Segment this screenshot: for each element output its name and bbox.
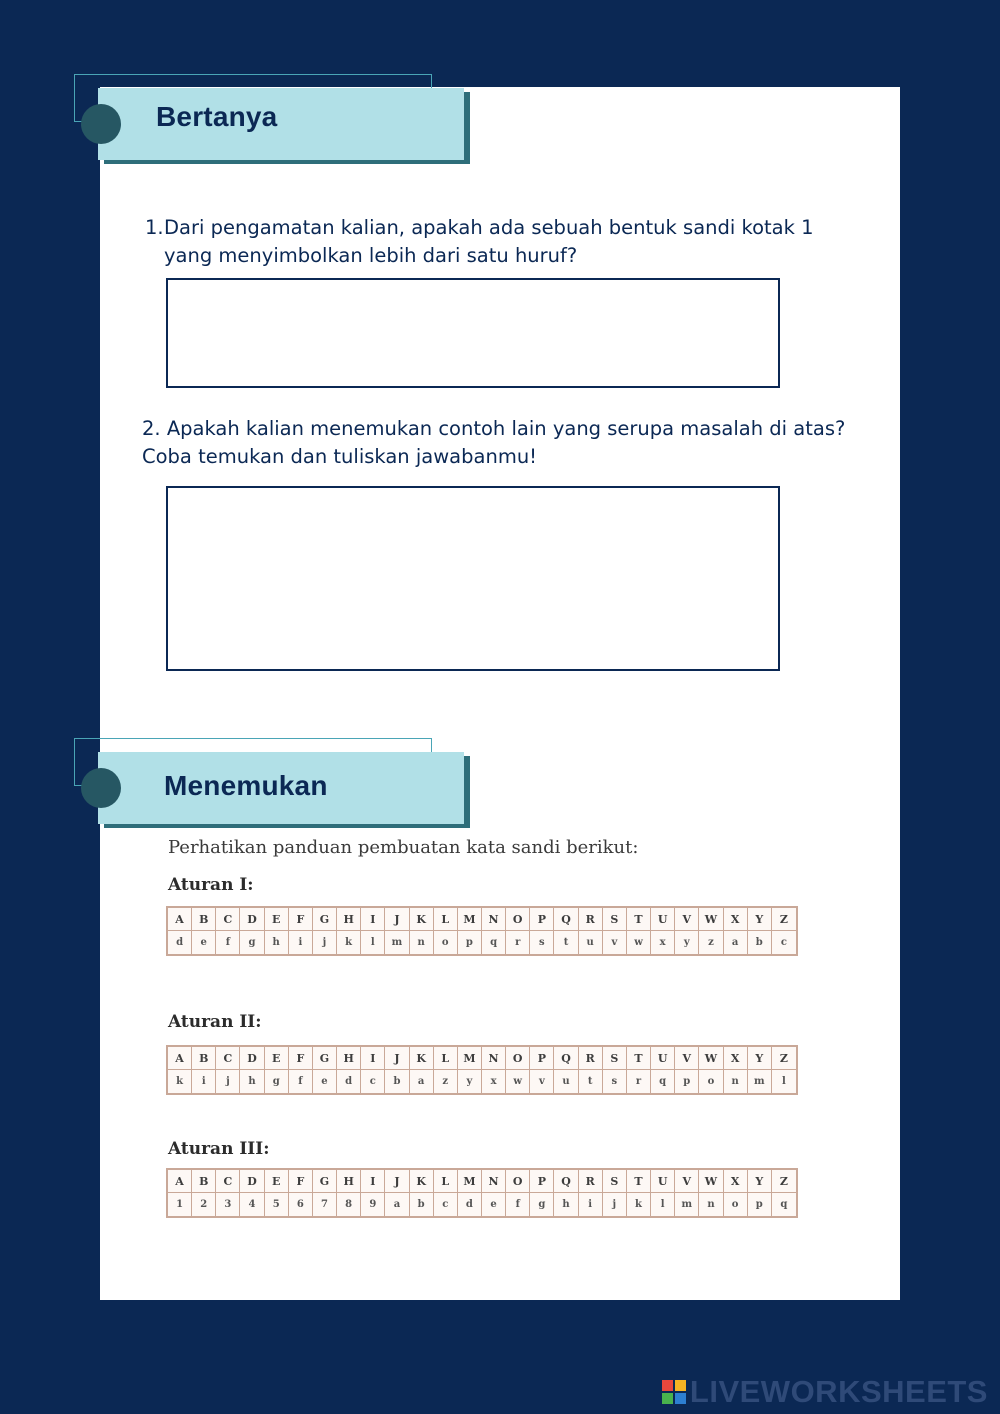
cipher-cell-bottom: c bbox=[434, 1193, 458, 1216]
cipher-cell-bottom: 5 bbox=[265, 1193, 289, 1216]
cipher-cell-top: S bbox=[603, 1047, 627, 1070]
cipher-cell-bottom: g bbox=[265, 1070, 289, 1093]
cipher-cell-bottom: m bbox=[675, 1193, 699, 1216]
cipher-cell-top: A bbox=[168, 1170, 192, 1193]
question-1 bbox=[145, 214, 865, 270]
cipher-cell-top: E bbox=[265, 1047, 289, 1070]
cipher-cell-bottom: n bbox=[724, 1070, 748, 1093]
cipher-cell-top: I bbox=[361, 1170, 385, 1193]
cipher-cell-top: M bbox=[458, 908, 482, 931]
cipher-cell-top: H bbox=[337, 1170, 361, 1193]
cipher-cell-top: J bbox=[385, 1047, 409, 1070]
logo-square bbox=[662, 1393, 673, 1404]
cipher-cell-bottom: p bbox=[675, 1070, 699, 1093]
cipher-cell-top: U bbox=[651, 1047, 675, 1070]
cipher-cell-top: T bbox=[627, 1170, 651, 1193]
cipher-cell-top: D bbox=[240, 1047, 264, 1070]
cipher-cell-top: G bbox=[313, 1170, 337, 1193]
cipher-cell-top: J bbox=[385, 908, 409, 931]
logo-square bbox=[662, 1380, 673, 1391]
cipher-cell-bottom: s bbox=[530, 931, 554, 954]
cipher-cell-top: I bbox=[361, 1047, 385, 1070]
cipher-cell-top: O bbox=[506, 908, 530, 931]
question-1-number: 1. bbox=[145, 216, 164, 239]
cipher-cell-bottom: x bbox=[651, 931, 675, 954]
cipher-cell-top: X bbox=[724, 1170, 748, 1193]
cipher-cell-top: Z bbox=[772, 1170, 796, 1193]
cipher-cell-top: M bbox=[458, 1047, 482, 1070]
cipher-cell-bottom: q bbox=[780, 1199, 788, 1210]
section-title-find: Menemukan bbox=[164, 770, 328, 801]
cipher-cell-bottom: j bbox=[313, 931, 337, 954]
cipher-cell-top: F bbox=[289, 1170, 313, 1193]
cipher-cell-bottom: a bbox=[385, 1193, 409, 1216]
cipher-cell-bottom: 4 bbox=[240, 1193, 264, 1216]
cipher-cell-top: W bbox=[699, 1047, 723, 1070]
cipher-cell-bottom: s bbox=[603, 1070, 627, 1093]
cipher-cell-bottom: k bbox=[168, 1070, 192, 1093]
cipher-cell-bottom: n bbox=[410, 931, 434, 954]
cipher-table-rule-3 bbox=[166, 1168, 798, 1218]
cipher-cell-bottom: d bbox=[168, 931, 192, 954]
cipher-cell-top: O bbox=[506, 1170, 530, 1193]
question-2 bbox=[142, 415, 862, 471]
cipher-cell-bottom: c bbox=[780, 937, 787, 948]
cipher-cell-bottom: a bbox=[410, 1070, 434, 1093]
cipher-cell-bottom: u bbox=[554, 1070, 578, 1093]
answer-box-1[interactable] bbox=[166, 278, 780, 388]
cipher-cell-bottom: j bbox=[603, 1193, 627, 1216]
logo-icon bbox=[662, 1380, 686, 1404]
liveworksheets-logo bbox=[662, 1376, 988, 1408]
cipher-cell-top: K bbox=[410, 908, 434, 931]
cipher-cell-bottom: 6 bbox=[289, 1193, 313, 1216]
cipher-cell-top: R bbox=[579, 1047, 603, 1070]
cipher-cell-top: S bbox=[603, 1170, 627, 1193]
cipher-cell-top: F bbox=[289, 908, 313, 931]
cipher-cell-top: S bbox=[603, 908, 627, 931]
cipher-cell-bottom: n bbox=[699, 1193, 723, 1216]
cipher-cell-bottom: q bbox=[651, 1070, 675, 1093]
cipher-cell-bottom: k bbox=[627, 1193, 651, 1216]
cipher-cell-top: L bbox=[434, 1047, 458, 1070]
question-2-number: 2. bbox=[142, 417, 161, 440]
cipher-cell-bottom: j bbox=[216, 1070, 240, 1093]
cipher-cell-top: E bbox=[265, 1170, 289, 1193]
cipher-cell-top: B bbox=[192, 1170, 216, 1193]
cipher-cell-bottom: 3 bbox=[216, 1193, 240, 1216]
cipher-cell-top: U bbox=[651, 908, 675, 931]
cipher-cell-bottom: l bbox=[651, 1193, 675, 1216]
cipher-cell-top: O bbox=[506, 1047, 530, 1070]
cipher-cell-bottom: f bbox=[506, 1193, 530, 1216]
cipher-cell-top: G bbox=[313, 1047, 337, 1070]
cipher-cell-top: Y bbox=[748, 1170, 772, 1193]
cipher-cell-bottom: r bbox=[627, 1070, 651, 1093]
cipher-cell-bottom: v bbox=[530, 1070, 554, 1093]
cipher-cell-bottom: f bbox=[289, 1070, 313, 1093]
cipher-cell-top: L bbox=[434, 1170, 458, 1193]
cipher-cell-top: V bbox=[675, 1047, 699, 1070]
cipher-cell-top: Q bbox=[554, 1170, 578, 1193]
cipher-cell-bottom: i bbox=[579, 1193, 603, 1216]
cipher-cell-bottom: a bbox=[724, 931, 748, 954]
cipher-cell-bottom: g bbox=[530, 1193, 554, 1216]
cipher-cell-top: C bbox=[216, 1047, 240, 1070]
cipher-cell-top: N bbox=[482, 908, 506, 931]
cipher-cell-top: R bbox=[579, 1170, 603, 1193]
cipher-cell-bottom: t bbox=[554, 931, 578, 954]
cipher-cell-top: H bbox=[337, 1047, 361, 1070]
cipher-cell-bottom: d bbox=[458, 1193, 482, 1216]
cipher-cell-top: E bbox=[265, 908, 289, 931]
rule-1-title: Aturan I: bbox=[168, 875, 254, 895]
cipher-cell-bottom: v bbox=[603, 931, 627, 954]
section-banner-ask bbox=[98, 88, 464, 160]
cipher-cell-top: W bbox=[699, 908, 723, 931]
cipher-cell-top: Z bbox=[772, 908, 796, 931]
cipher-cell-bottom: b bbox=[385, 1070, 409, 1093]
cipher-cell-bottom: 8 bbox=[337, 1193, 361, 1216]
cipher-cell-top: X bbox=[724, 1047, 748, 1070]
cipher-table-rule-2 bbox=[166, 1045, 798, 1095]
cipher-cell-top: Z bbox=[772, 1047, 796, 1070]
cipher-cell-top: X bbox=[724, 908, 748, 931]
cipher-cell-bottom: f bbox=[216, 931, 240, 954]
cipher-cell-top: K bbox=[410, 1170, 434, 1193]
cipher-cell-top: I bbox=[361, 908, 385, 931]
cipher-cell-top: G bbox=[313, 908, 337, 931]
cipher-cell-top: P bbox=[530, 1047, 554, 1070]
question-1-text: Dari pengamatan kalian, apakah ada sebuah bentuk sandi kotak 1 yang menyimbolkan lebih dari satu huruf? bbox=[164, 216, 814, 267]
cipher-cell-bottom: o bbox=[724, 1193, 748, 1216]
cipher-cell-bottom: r bbox=[506, 931, 530, 954]
cipher-cell-bottom: h bbox=[554, 1193, 578, 1216]
cipher-cell-bottom: 2 bbox=[192, 1193, 216, 1216]
cipher-cell-bottom: t bbox=[579, 1070, 603, 1093]
cipher-cell-top: U bbox=[651, 1170, 675, 1193]
cipher-cell-top: P bbox=[530, 908, 554, 931]
cipher-cell-bottom: e bbox=[313, 1070, 337, 1093]
cipher-cell-top: D bbox=[240, 908, 264, 931]
rule-2-title: Aturan II: bbox=[168, 1012, 262, 1032]
cipher-cell-top: C bbox=[216, 1170, 240, 1193]
cipher-cell-bottom: h bbox=[265, 931, 289, 954]
cipher-cell-bottom: 1 bbox=[168, 1193, 192, 1216]
cipher-cell-bottom: d bbox=[337, 1070, 361, 1093]
cipher-cell-bottom: m bbox=[748, 1070, 772, 1093]
logo-text: LIVEWORKSHEETS bbox=[689, 1374, 988, 1409]
cipher-cell-top: W bbox=[699, 1170, 723, 1193]
banner-dot-ask bbox=[81, 104, 121, 144]
logo-square bbox=[675, 1380, 686, 1391]
banner-dot-find bbox=[81, 768, 121, 808]
cipher-cell-bottom: w bbox=[506, 1070, 530, 1093]
cipher-cell-bottom: c bbox=[361, 1070, 385, 1093]
cipher-cell-top: N bbox=[482, 1047, 506, 1070]
cipher-cell-top: V bbox=[675, 1170, 699, 1193]
cipher-cell-top: N bbox=[482, 1170, 506, 1193]
cipher-cell-top: M bbox=[458, 1170, 482, 1193]
cipher-cell-bottom: e bbox=[482, 1193, 506, 1216]
cipher-cell-bottom: b bbox=[748, 931, 772, 954]
cipher-cell-top: Q bbox=[554, 1047, 578, 1070]
cipher-cell-bottom: e bbox=[192, 931, 216, 954]
cipher-cell-bottom: l bbox=[782, 1076, 786, 1087]
answer-box-2[interactable] bbox=[166, 486, 780, 671]
cipher-cell-bottom: l bbox=[361, 931, 385, 954]
cipher-cell-top: A bbox=[168, 908, 192, 931]
guide-intro: Perhatikan panduan pembuatan kata sandi berikut: bbox=[168, 837, 639, 858]
cipher-cell-bottom: q bbox=[482, 931, 506, 954]
logo-square bbox=[675, 1393, 686, 1404]
cipher-cell-top: A bbox=[168, 1047, 192, 1070]
cipher-cell-bottom: p bbox=[748, 1193, 772, 1216]
cipher-cell-top: B bbox=[192, 1047, 216, 1070]
cipher-cell-bottom: i bbox=[289, 931, 313, 954]
cipher-cell-top: T bbox=[627, 908, 651, 931]
cipher-cell-top: H bbox=[337, 908, 361, 931]
cipher-cell-top: T bbox=[627, 1047, 651, 1070]
cipher-cell-bottom: z bbox=[699, 931, 723, 954]
cipher-cell-top: Y bbox=[748, 1047, 772, 1070]
cipher-cell-bottom: 9 bbox=[361, 1193, 385, 1216]
cipher-cell-top: R bbox=[579, 908, 603, 931]
cipher-cell-bottom: o bbox=[699, 1070, 723, 1093]
cipher-cell-bottom: x bbox=[482, 1070, 506, 1093]
cipher-cell-bottom: z bbox=[434, 1070, 458, 1093]
question-2-text: Apakah kalian menemukan contoh lain yang serupa masalah di atas? Coba temukan dan tuliskan jawabanmu! bbox=[142, 417, 846, 468]
rule-3-title: Aturan III: bbox=[168, 1139, 270, 1159]
cipher-cell-bottom: y bbox=[458, 1070, 482, 1093]
cipher-cell-top: F bbox=[289, 1047, 313, 1070]
cipher-cell-bottom: g bbox=[240, 931, 264, 954]
cipher-cell-top: Q bbox=[554, 908, 578, 931]
cipher-cell-bottom: o bbox=[434, 931, 458, 954]
cipher-cell-top: L bbox=[434, 908, 458, 931]
cipher-cell-top: J bbox=[385, 1170, 409, 1193]
cipher-cell-bottom: w bbox=[627, 931, 651, 954]
cipher-cell-bottom: m bbox=[385, 931, 409, 954]
cipher-table-rule-1 bbox=[166, 906, 798, 956]
cipher-cell-bottom: p bbox=[458, 931, 482, 954]
cipher-cell-top: P bbox=[530, 1170, 554, 1193]
cipher-cell-bottom: 7 bbox=[313, 1193, 337, 1216]
cipher-cell-bottom: b bbox=[410, 1193, 434, 1216]
cipher-cell-top: D bbox=[240, 1170, 264, 1193]
cipher-cell-top: C bbox=[216, 908, 240, 931]
cipher-cell-top: K bbox=[410, 1047, 434, 1070]
cipher-cell-bottom: k bbox=[337, 931, 361, 954]
cipher-cell-top: Y bbox=[748, 908, 772, 931]
cipher-cell-bottom: h bbox=[240, 1070, 264, 1093]
section-title-ask: Bertanya bbox=[156, 101, 278, 132]
cipher-cell-bottom: i bbox=[192, 1070, 216, 1093]
cipher-cell-bottom: u bbox=[579, 931, 603, 954]
cipher-cell-bottom: y bbox=[675, 931, 699, 954]
cipher-cell-top: V bbox=[675, 908, 699, 931]
cipher-cell-top: B bbox=[192, 908, 216, 931]
